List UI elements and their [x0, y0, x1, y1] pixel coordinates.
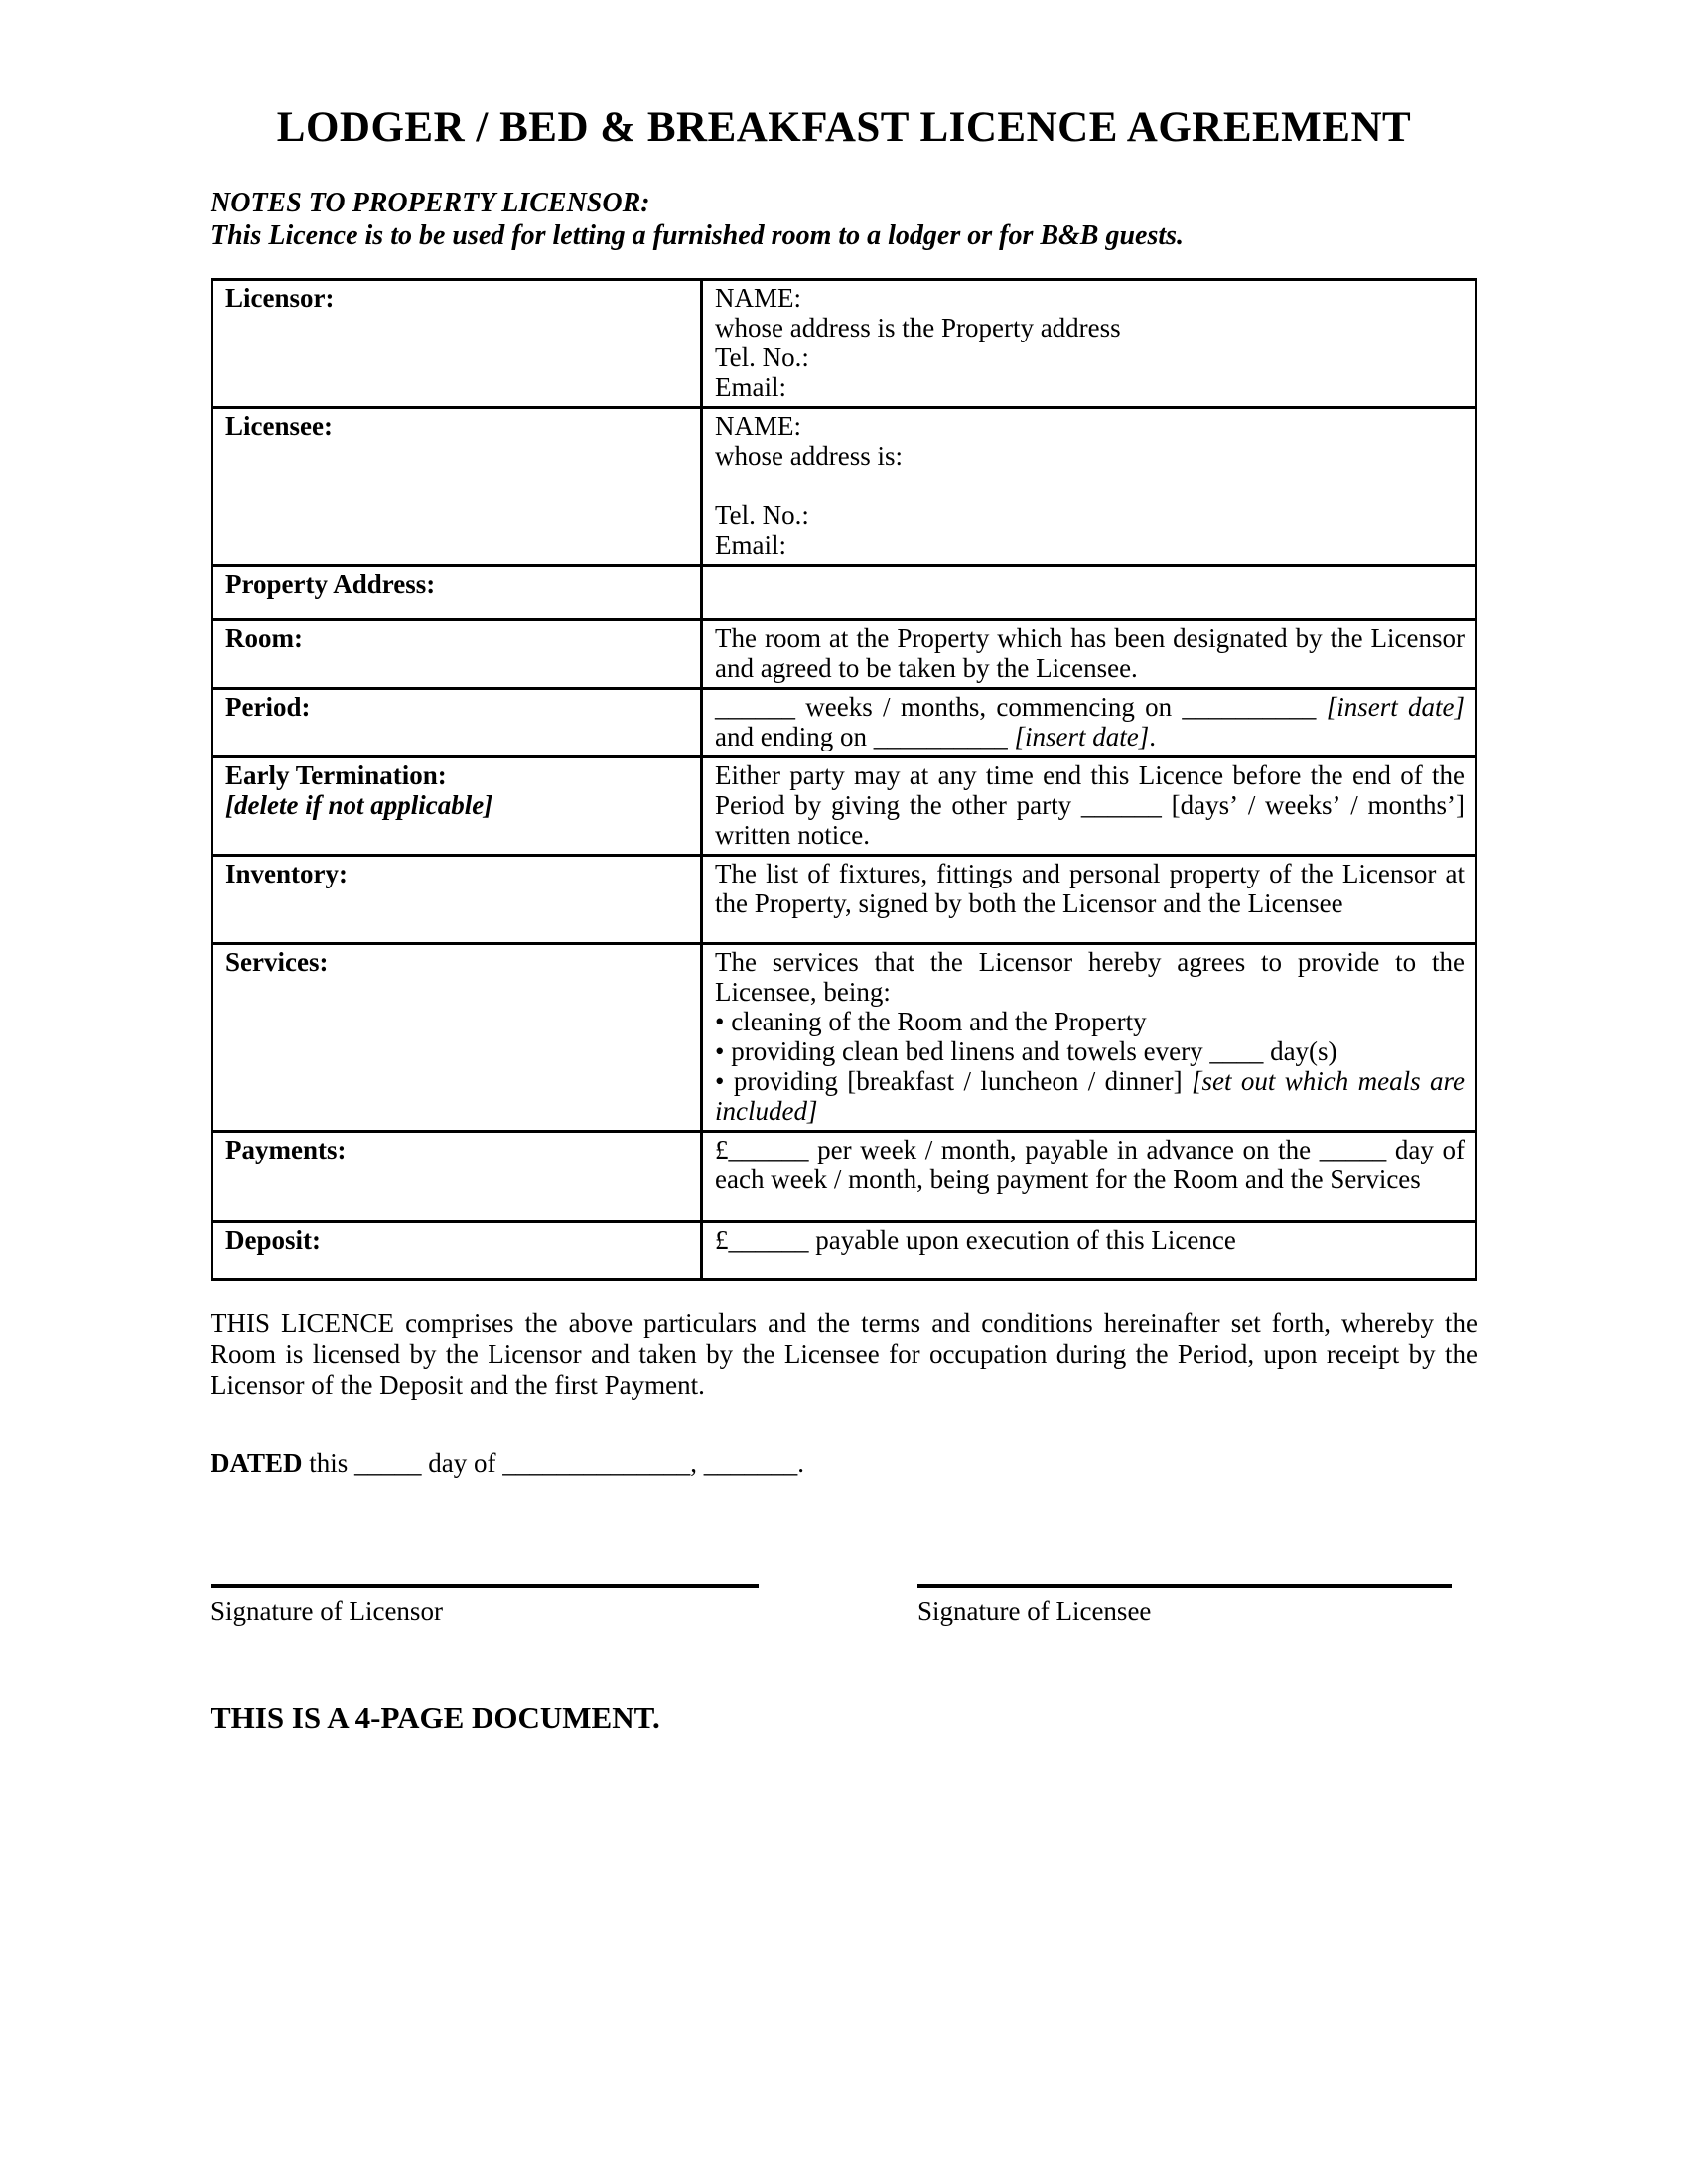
services-label-cell	[212, 944, 702, 1132]
room-text: The room at the Property which has been designated by the Licensor and agreed to be taken by the Licensee.	[715, 623, 1465, 683]
table-row-early-termination	[212, 757, 1477, 856]
early-termination-label-cell	[212, 757, 702, 856]
insert-date-placeholder-1: [insert date]	[1326, 692, 1465, 722]
licensee-label-cell	[212, 408, 702, 566]
licensee-address-line: whose address is:	[715, 441, 903, 471]
notes-heading: NOTES TO PROPERTY LICENSOR:	[211, 188, 650, 218]
payments-label: Payments:	[225, 1135, 347, 1164]
table-row-inventory	[212, 856, 1477, 944]
period-value-cell	[702, 689, 1477, 757]
licensor-signature-label: Signature of Licensor	[211, 1596, 443, 1626]
room-value-cell	[702, 620, 1477, 689]
page-count-note: THIS IS A 4-PAGE DOCUMENT.	[211, 1701, 660, 1735]
licensee-signature-block	[917, 1584, 1452, 1627]
services-bullet-meals-text: • providing [breakfast / luncheon / dinner]	[715, 1066, 1192, 1096]
period-label: Period:	[225, 692, 311, 722]
deposit-label-cell	[212, 1222, 702, 1280]
licensor-label-cell	[212, 280, 702, 408]
licensor-email-line: Email:	[715, 372, 786, 402]
licensor-tel-line: Tel. No.:	[715, 342, 809, 372]
property-address-label: Property Address:	[225, 569, 436, 599]
insert-date-placeholder-2: [insert date]	[1014, 722, 1150, 751]
period-full-stop: .	[1149, 722, 1156, 751]
notes-body: This Licence is to be used for letting a furnished room to a lodger or for B&B guests.	[211, 220, 1185, 251]
services-bullet-linens: • providing clean bed linens and towels every ____ day(s)	[715, 1036, 1337, 1066]
inventory-label-cell	[212, 856, 702, 944]
table-row-licensor	[212, 280, 1477, 408]
licensee-label: Licensee:	[225, 411, 333, 441]
services-bullet-meals	[715, 1066, 1465, 1126]
closing-paragraph: THIS LICENCE comprises the above particulars and the terms and conditions hereinafter set forth, whereby the Room is licensed by the Licensor and taken by the Licensee for occupation during the Period, upon receipt by the Licensor of the Deposit and the first Payment.	[211, 1308, 1477, 1400]
licensee-signature-label: Signature of Licensee	[917, 1596, 1152, 1626]
services-value-cell	[702, 944, 1477, 1132]
services-bullet-cleaning: • cleaning of the Room and the Property	[715, 1007, 1147, 1036]
period-blank-weeks: ______ weeks / months, commencing on __________	[715, 692, 1327, 722]
inventory-text: The list of fixtures, fittings and personal property of the Licensor at the Property, signed by both the Licensor and the Licensee	[715, 859, 1465, 918]
early-termination-value-cell	[702, 757, 1477, 856]
document-title: LODGER / BED & BREAKFAST LICENCE AGREEMENT	[276, 104, 1412, 151]
services-label: Services:	[225, 947, 329, 977]
period-text	[715, 692, 1465, 751]
early-termination-label-note: [delete if not applicable]	[225, 790, 493, 820]
signature-row	[211, 1584, 1477, 1627]
early-termination-text: Either party may at any time end this Licence before the end of the Period by giving the other party ______ [days’ / weeks’ / months’] written notice.	[715, 760, 1465, 850]
deposit-label: Deposit:	[225, 1225, 321, 1255]
dated-label: DATED	[211, 1448, 303, 1478]
property-address-label-cell	[212, 566, 702, 620]
licensor-name-line: NAME:	[715, 283, 801, 313]
licensor-label: Licensor:	[225, 283, 335, 313]
period-ending: and ending on __________	[715, 722, 1015, 751]
deposit-value-cell	[702, 1222, 1477, 1280]
dated-blanks: this _____ day of ______________, _______.	[302, 1448, 805, 1478]
table-row-licensee	[212, 408, 1477, 566]
licensor-signature-block	[211, 1584, 759, 1627]
licensee-tel-line: Tel. No.:	[715, 500, 809, 530]
deposit-text: £______ payable upon execution of this Licence	[715, 1225, 1236, 1255]
licensee-value-cell	[702, 408, 1477, 566]
table-row-room	[212, 620, 1477, 689]
payments-label-cell	[212, 1132, 702, 1222]
licensor-address-line: whose address is the Property address	[715, 313, 1121, 342]
table-row-property-address	[212, 566, 1477, 620]
inventory-label: Inventory:	[225, 859, 348, 888]
room-label: Room:	[225, 623, 303, 653]
licensee-name-line: NAME:	[715, 411, 801, 441]
services-bullet-meals-note: [set out which meals are included]	[715, 1066, 1465, 1126]
early-termination-label: Early Termination:	[225, 760, 447, 790]
licensee-email-line: Email:	[715, 530, 786, 560]
table-row-payments	[212, 1132, 1477, 1222]
inventory-value-cell	[702, 856, 1477, 944]
payments-text: £______ per week / month, payable in advance on the _____ day of each week / month, being payment for the Room and the Services	[715, 1135, 1465, 1194]
licensor-value-cell	[702, 280, 1477, 408]
payments-value-cell	[702, 1132, 1477, 1222]
dated-line	[211, 1448, 1477, 1479]
notes-to-licensor	[211, 187, 1477, 252]
particulars-table	[211, 278, 1477, 1281]
room-label-cell	[212, 620, 702, 689]
services-intro: The services that the Licensor hereby agrees to provide to the Licensee, being:	[715, 947, 1465, 1007]
table-row-period	[212, 689, 1477, 757]
period-label-cell	[212, 689, 702, 757]
table-row-deposit	[212, 1222, 1477, 1280]
property-address-value-cell	[702, 566, 1477, 620]
blank-line	[715, 471, 1465, 500]
table-row-services	[212, 944, 1477, 1132]
